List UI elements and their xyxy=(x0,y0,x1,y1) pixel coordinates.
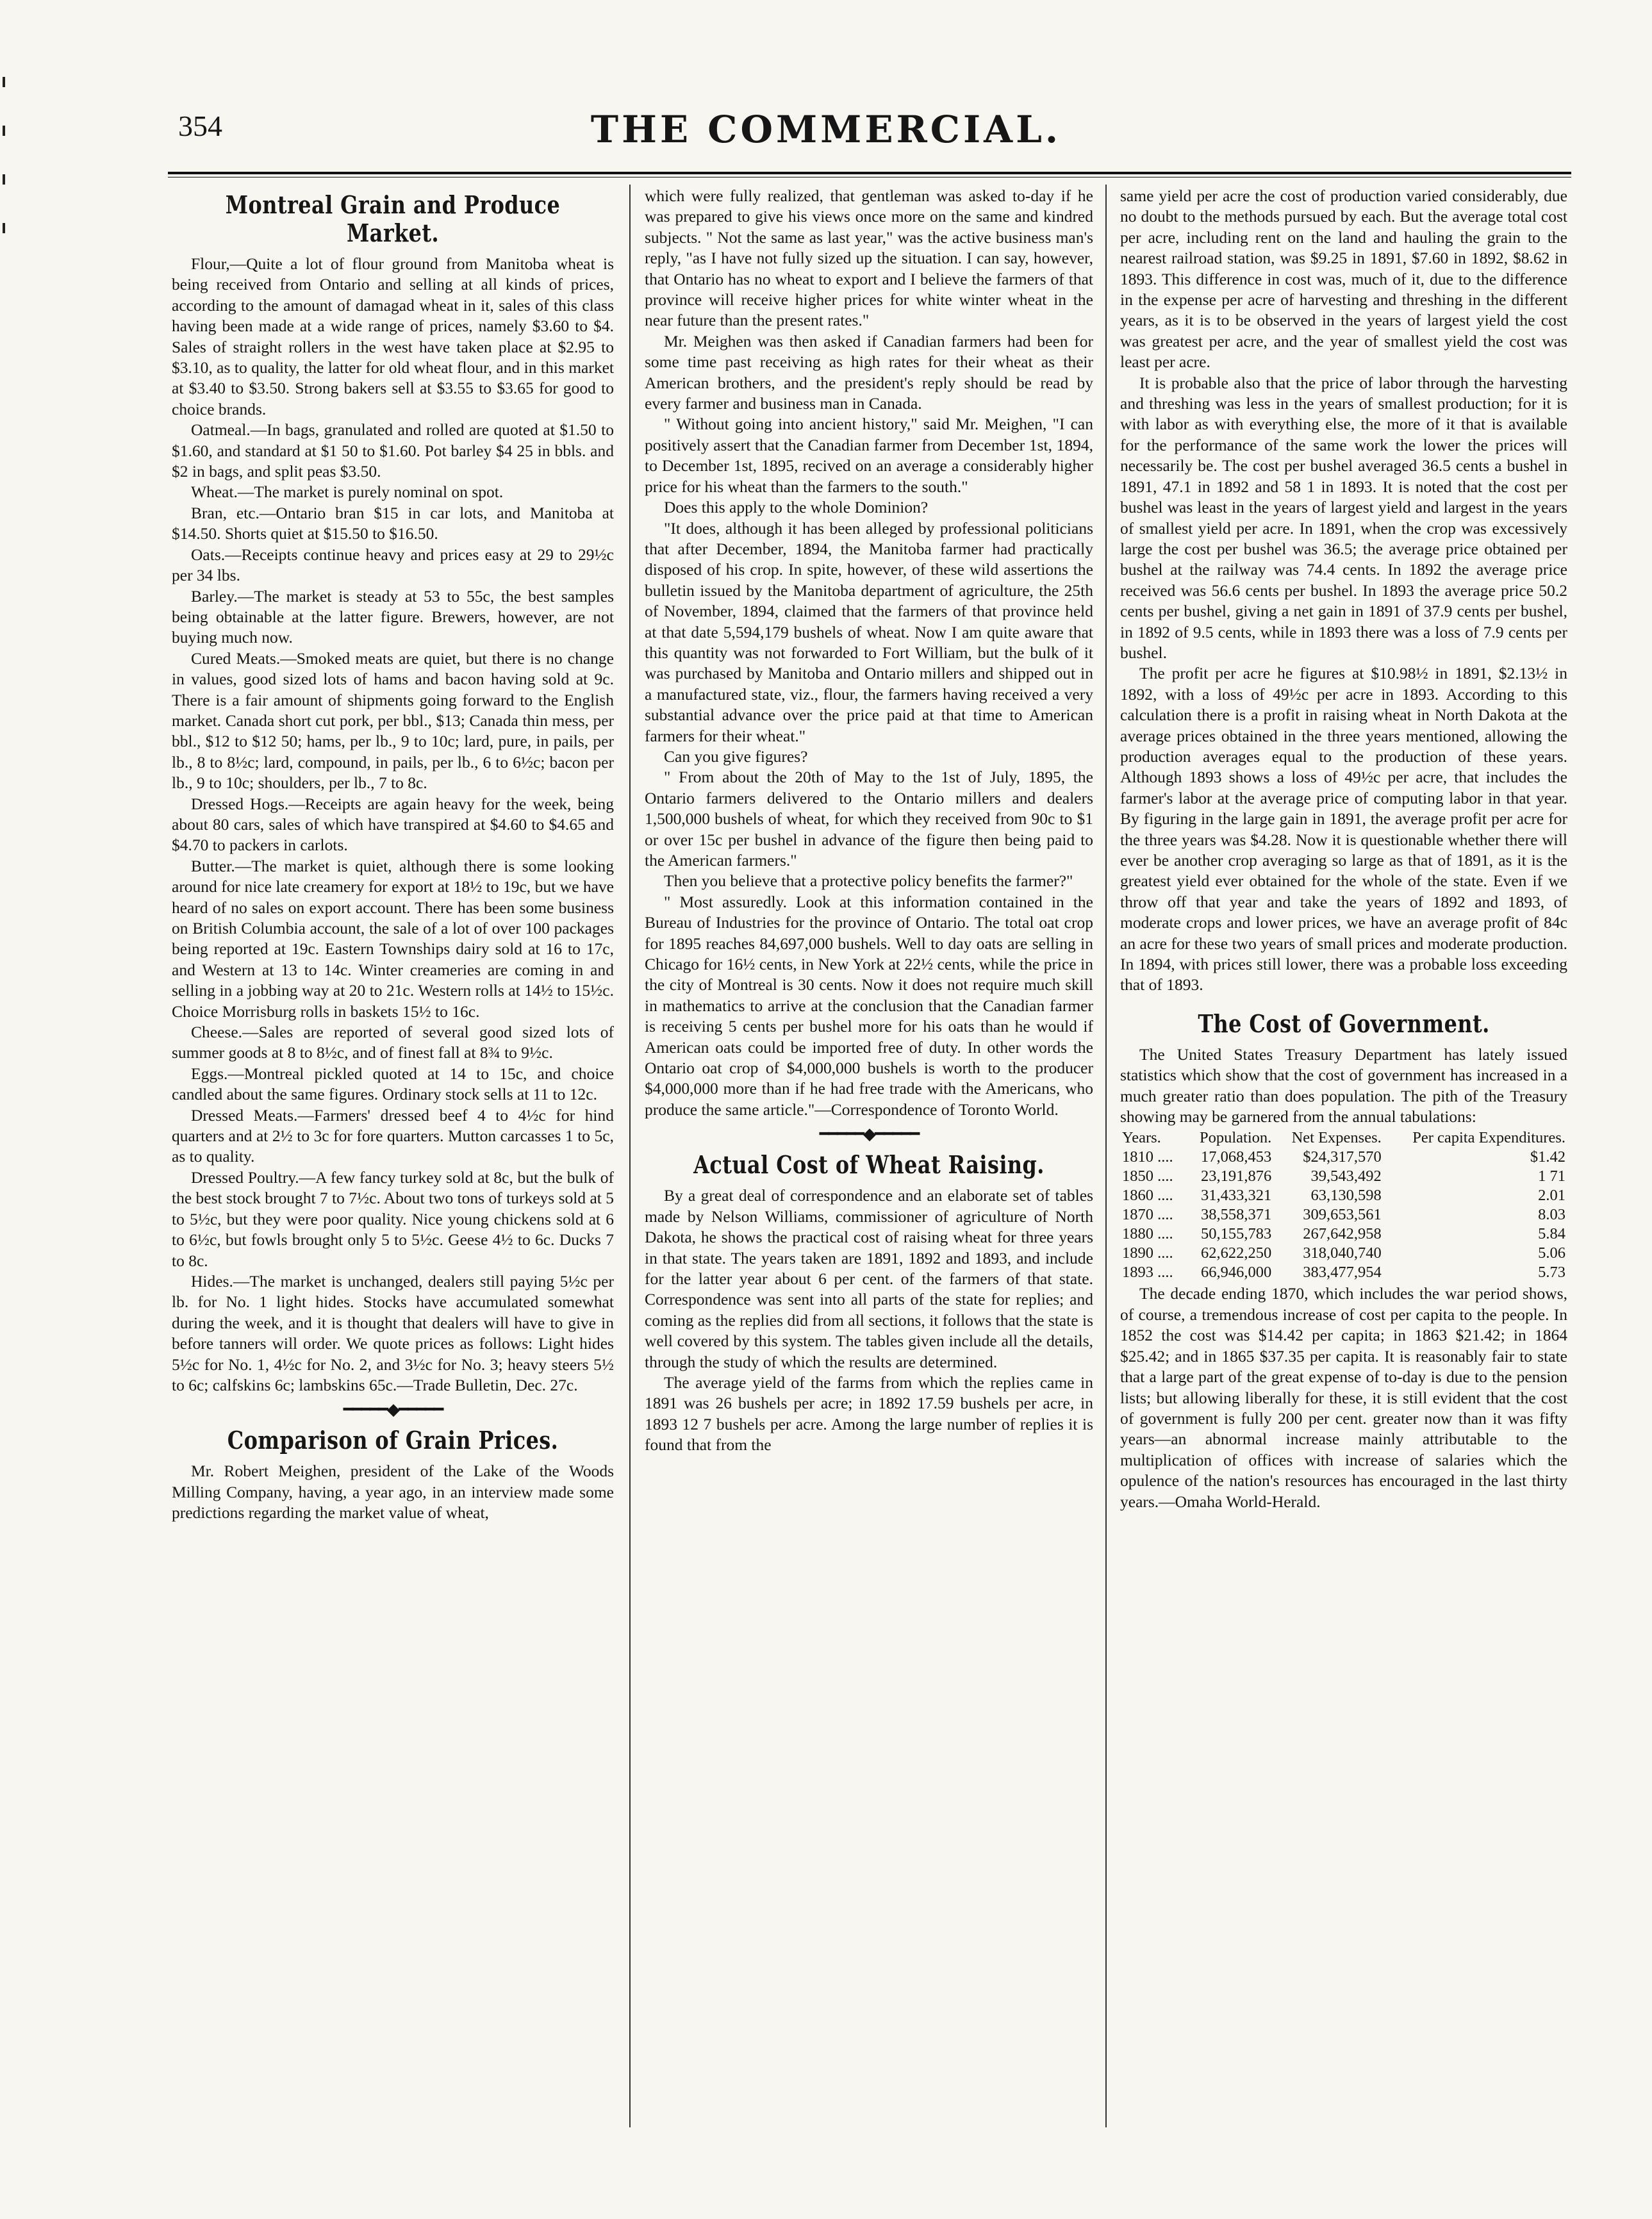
paragraph: Can you give figures? xyxy=(664,747,808,766)
table-row xyxy=(1120,1167,1567,1186)
paragraph: Bran, etc.—Ontario bran $15 in car lots, and Manitoba at $14.50. Shorts quiet at $15.50 to $16.50. xyxy=(172,503,614,543)
section-ornament: ━━━━━◆━━━━━ xyxy=(343,1400,443,1419)
article-title-wheat-raising: Actual Cost of Wheat Raising. xyxy=(693,1150,1045,1180)
table-cell: 318,040,740 xyxy=(1303,1244,1382,1262)
table-header: Per capita Expenditures. xyxy=(1412,1129,1565,1147)
expenditure-table xyxy=(1120,1128,1567,1282)
masthead: THE COMMERCIAL. xyxy=(590,108,1062,151)
table-row xyxy=(1120,1148,1567,1167)
table-row xyxy=(1120,1205,1567,1225)
paragraph: The decade ending 1870, which includes the war period shows, of course, a tremendous increase of cost per capita to the people. In 1852 the cost was $14.42 per capita; in 1863 $21.42; in 1864 $25.42; and in 1865 $37.35 per capita. It is reasonably fair to state that a large part of the great expense of to-day is due to the pension lists; but allowing liberally for these, it is still evident that the cost of government is fully 200 per cent. greater now than it was fifty years—an abnormal increase mainly attributable to the multiplication of offices with increase of salaries which the opulence of the nation's resources has encouraged in the last thirty years.—Omaha World-Herald. xyxy=(1120,1284,1567,1511)
paragraph: Oatmeal.—In bags, granulated and rolled are quoted at $1.50 to $1.60, and standard at $1 50 to $1.60. Pot barley $4 25 in bbls. and $2 in bags, and split peas $3.50. xyxy=(172,420,614,481)
table-cell: 1850 .... xyxy=(1122,1167,1173,1185)
table-cell: 1880 .... xyxy=(1122,1225,1173,1243)
table-cell: 2.01 xyxy=(1538,1187,1565,1205)
page-header xyxy=(0,96,1652,173)
table-cell: $24,317,570 xyxy=(1303,1148,1382,1166)
paragraph: Does this apply to the whole Dominion? xyxy=(664,498,929,517)
column-3 xyxy=(1120,186,1567,2127)
header-rule xyxy=(168,172,1571,174)
paragraph: Dressed Poultry.—A few fancy turkey sold at 8c, but the bulk of the best stock brought 7 to 7½c. About two tons of turkeys sold at 5 to 5½c, but they were poor quality. Nice young chickens sold at 6 to 6½c, but fowls brought only 5 to 5½c. Geese 4½ to 6c. Ducks 7 to 8c. xyxy=(172,1167,614,1270)
paragraph: "It does, although it has been alleged by professional politicians that after December, 1894, the Manitoba farmer had practically disposed of his crop. In spite, however, of these wild assertions the bulletin issued by the Manitoba department of agriculture, the 25th of November, 1894, claimed that the farmers of that province held at that date 5,594,179 bushels of wheat. Now I am quite aware that this quantity was not forwarded to Fort William, but the bulk of it was purchased by Manitoba and Ontario millers and shipped out in a manufactured state, viz., flour, the farmers having received a very substantial advance over the price paid at that time to American farmers for their wheat." xyxy=(645,518,1093,745)
table-row xyxy=(1120,1244,1567,1263)
table-cell: 1870 .... xyxy=(1122,1206,1173,1224)
column-divider-1 xyxy=(629,185,631,2127)
table-header: Net Expenses. xyxy=(1291,1129,1382,1147)
page-number: 354 xyxy=(178,110,222,142)
paragraph: Eggs.—Montreal pickled quoted at 14 to 15c, and choice candled about the same figures. Ordinary stock sells at 11 to 12c. xyxy=(172,1064,614,1104)
paragraph: Then you believe that a protective policy benefits the farmer?" xyxy=(664,871,1073,891)
paragraph: same yield per acre the cost of production varied considerably, due no doubt to the methods pursued by each. But the average total cost per acre, including rent on the land and hauling the grain to the nearest railroad station, was $9.25 in 1891, $7.60 in 1892, $8.62 in 1893. This difference in cost was, much of it, due to the difference in the expense per acre of harvesting and threshing in the different years, as it is to be observed in the years of largest yield the cost was greatest per acre, and the year of smallest yield the cost was least per acre. xyxy=(1120,186,1567,372)
table-cell: 1810 .... xyxy=(1122,1148,1173,1166)
table-cell: 23,191,876 xyxy=(1201,1167,1272,1185)
table-row xyxy=(1120,1225,1567,1244)
table-header-row xyxy=(1120,1128,1567,1148)
table-cell: 5.84 xyxy=(1538,1225,1565,1243)
table-header: Population. xyxy=(1199,1129,1272,1147)
paragraph: " Without going into ancient history," said Mr. Meighen, "I can positively assert that the Canadian farmer from December 1st, 1894, to December 1st, 1895, recived on an average a considerably higher price for his wheat than the farmers to the south." xyxy=(645,415,1093,496)
column-2 xyxy=(645,186,1093,2127)
table-cell: 1890 .... xyxy=(1122,1244,1173,1262)
paragraph: Mr. Meighen was then asked if Canadian farmers had been for some time past receiving as high rates for their wheat as their American brothers, and the president's reply should be read by every farmer and business man in Canada. xyxy=(645,331,1093,413)
table-cell: 66,946,000 xyxy=(1201,1264,1272,1282)
table-cell: 267,642,958 xyxy=(1303,1225,1382,1243)
table-cell: 50,155,783 xyxy=(1201,1225,1272,1243)
article-title-montreal: Montreal Grain and Produce Market. xyxy=(225,190,561,247)
paragraph: Mr. Robert Meighen, president of the Lake of the Woods Milling Company, having, a year ago, in an interview made some predictions regarding the market value of wheat, xyxy=(172,1462,614,1522)
paragraph: Wheat.—The market is purely nominal on spot. xyxy=(191,483,504,502)
article-title-government: The Cost of Government. xyxy=(1198,1009,1490,1038)
paragraph: " Most assuredly. Look at this information contained in the Bureau of Industries for the province of Ontario. The total oat crop for 1895 reaches 84,697,000 bushels. Well to day oats are selling in Chicago for 16½ cents, in New York at 22½ cents, while the price in the city of Montreal is 30 cents. Now it does not require much skill in mathematics to arrive at the conclusion that the Canadian farmer is receiving 5 cents per bushel more for his oats than he would if American oats could be imported free of duty. In other words the Ontario oat crop of $4,000,000 bushels is worth to the producer $4,000,000 more than if he had free trade with the Americans, who produce the same article."—Correspondence of Toronto World. xyxy=(645,892,1093,1119)
table-cell: 62,622,250 xyxy=(1201,1244,1272,1262)
paragraph: Dressed Hogs.—Receipts are again heavy for the week, being about 80 cars, sales of which have transpired at $4.60 to $4.65 and $4.70 to packers in carlots. xyxy=(172,794,614,855)
paragraph: Cured Meats.—Smoked meats are quiet, but there is no change in values, good sized lots of hams and bacon having sold at 9c. There is a fair amount of shipments going forward to the English market. Canada short cut pork, per bbl., $13; Canada thin mess, per bbl., $12 to $12 50; hams, per lb., 9 to 10c; lard, pure, in pails, per lb., 8 to 8½c; lard, compound, in pails, per lb., 6 to 6½c; bacon per lb., 9 to 10c; shoulders, per lb., 7 to 8c. xyxy=(172,648,614,793)
paragraph: Flour,—Quite a lot of flour ground from Manitoba wheat is being received from Ontario and selling at all kinds of prices, according to the amount of damagad wheat in it, sales of this class having been made at a wide range of prices, namely $3.60 to $4. Sales of straight rollers in the west have taken place at $2.95 to $3.10, as to quality, the latter for old wheat flour, and in this market at $3.40 to $3.50. Strong bakers sell at $3.55 to $3.65 for good to choice brands. xyxy=(172,254,614,418)
paragraph: which were fully realized, that gentleman was asked to-day if he was prepared to give his views once more on the same and kindred subjects. " Not the same as last year," was the active business man's reply, "as I have not fully sized up the situation. I can say, however, that Ontario has no wheat to export and I believe the farmers of that province will receive higher prices for white winter wheat in the near future than the present rates." xyxy=(645,186,1093,330)
paragraph: Dressed Meats.—Farmers' dressed beef 4 to 4½c for hind quarters and at 2½ to 3c for fore quarters. Mutton carcasses 1 to 5c, as to quality. xyxy=(172,1105,614,1166)
table-cell: 309,653,561 xyxy=(1303,1206,1382,1224)
paragraph: Hides.—The market is unchanged, dealers still paying 5½c per lb. for No. 1 light hides. Stocks have accumulated somewhat during the week, and it is thought that dealers will have to give in before tanners will order. We quote prices as follows: Light hides 5½c for No. 1, 4½c for No. 2, and 3½c for No. 3; heavy steers 5½ to 6c; calfskins 6c; lambskins 65c.—Trade Bulletin, Dec. 27c. xyxy=(172,1271,614,1394)
table-cell: 5.73 xyxy=(1538,1264,1565,1282)
table-row xyxy=(1120,1186,1567,1205)
paragraph: Cheese.—Sales are reported of several good sized lots of summer goods at 8 to 8½c, and of finest fall at 8¾ to 9½c. xyxy=(172,1023,614,1062)
table-header: Years. xyxy=(1122,1129,1161,1147)
table-cell: $1.42 xyxy=(1530,1148,1565,1166)
table-cell: 383,477,954 xyxy=(1303,1264,1382,1282)
paragraph: " From about the 20th of May to the 1st of July, 1895, the Ontario farmers delivered to the Ontario millers and dealers 1,500,000 bushels of wheat, for which they received from 90c to $1 or over 15c per bushel in advance of the figure then being paid to the American farmers." xyxy=(645,768,1093,870)
paragraph: It is probable also that the price of labor through the harvesting and threshing was less in the years of smallest production; for it is with labor as with everything else, the more of it that is available for the performance of the same work the lower the prices will necessarily be. The cost per bushel averaged 36.5 cents a bushel in 1891, 47.1 in 1892 and 58 1 in 1893. It is noted that the cost per bushel was least in the years of largest yield and largest in the years of smallest yield per acre. In 1891, when the crop was excessively large the cost per bushel was 36.5; the average price obtained per bushel at the railway was 74.4 cents. In 1892 the average price received was 56.6 cents per bushel. In 1893 the average price 50.2 cents per bushel, giving a net gain in 1891 of 37.9 cents per bushel, in 1892 of 9.5 cents, while in 1893 there was a loss of 7.9 cents per bushel. xyxy=(1120,373,1567,662)
table-cell: 39,543,492 xyxy=(1310,1167,1382,1185)
section-ornament: ━━━━━◆━━━━━ xyxy=(819,1125,919,1144)
table-cell: 1860 .... xyxy=(1122,1187,1173,1205)
paragraph: Butter.—The market is quiet, although there is some looking around for nice late creamery for export at 18½ to 19c, but we have heard of no sales on export account. There has been some business on British Columbia account, the sale of a lot of over 100 packages being reported at 19c. Eastern Townships dairy sold at 16 to 17c, and Western at 13 to 14c. Winter creameries are coming in and selling in a jobbing way at 20 to 21c. Western rolls at 14½ to 15½c. Choice Morrisburg rolls in baskets 15½ to 16c. xyxy=(172,856,614,1021)
column-1 xyxy=(172,186,614,2127)
table-cell: 38,558,371 xyxy=(1201,1206,1272,1224)
table-row xyxy=(1120,1263,1567,1282)
paragraph: By a great deal of correspondence and an elaborate set of tables made by Nelson Williams, commissioner of agriculture of North Dakota, he shows the practical cost of raising wheat for three years in that state. The years taken are 1891, 1892 and 1893, and include for the latter year about 6 per cent. of the farmers of that state. Correspondence was sent into all parts of the state for replies; and coming as the replies did from all sections, it follows that the state is well covered by this system. The tables given include all the details, through the study of which the results are determined. xyxy=(645,1186,1093,1371)
table-cell: 63,130,598 xyxy=(1310,1187,1382,1205)
table-cell: 31,433,321 xyxy=(1201,1187,1272,1205)
column-divider-2 xyxy=(1105,185,1107,2127)
paragraph: The average yield of the farms from which the replies came in 1891 was 26 bushels per acre; in 1892 17.59 bushels per acre, in 1893 12 7 bushels per acre. Among the large number of replies it is found that from the xyxy=(645,1373,1093,1455)
paragraph: Oats.—Receipts continue heavy and prices easy at 29 to 29½c per 34 lbs. xyxy=(172,545,614,585)
paragraph: The profit per acre he figures at $10.98½ in 1891, $2.13½ in 1892, with a loss of 49½c per acre in 1893. According to this calculation there is a profit in raising wheat in North Dakota at the average prices obtained in the three years mentioned, allowing the production averages equal to the production of these years. Although 1893 shows a loss of 49½c per acre, that includes the farmer's labor at the average price of computing labor in that year. By figuring in the large gain in 1891, the average profit per acre for the three years was $4.28. Now it is questionable whether there will ever be another crop averaging so large as that of 1891, as it is the greatest yield ever obtained for the whole of the state. Even if we throw off that year and take the years of 1892 and 1893, of moderate crops and lower prices, we have an average profit of 84c an acre for these two years of small prices and moderate production. In 1894, with prices still lower, there was a probable loss exceeding that of 1893. xyxy=(1120,664,1567,994)
table-cell: 5.06 xyxy=(1538,1244,1565,1262)
paragraph: The United States Treasury Department has lately issued statistics which show that the cost of government has increased in a much greater ratio than does population. The pith of the Treasury showing may be garnered from the annual tabulations: xyxy=(1120,1044,1567,1126)
table-cell: 1 71 xyxy=(1538,1167,1565,1185)
table-cell: 17,068,453 xyxy=(1201,1148,1272,1166)
table-cell: 1893 .... xyxy=(1122,1264,1173,1282)
table-cell: 8.03 xyxy=(1538,1206,1565,1224)
paragraph: Barley.—The market is steady at 53 to 55c, the best samples being obtainable at the latter figure. Brewers, however, are not buying much now. xyxy=(172,586,614,647)
article-title-comparison: Comparison of Grain Prices. xyxy=(227,1426,559,1455)
